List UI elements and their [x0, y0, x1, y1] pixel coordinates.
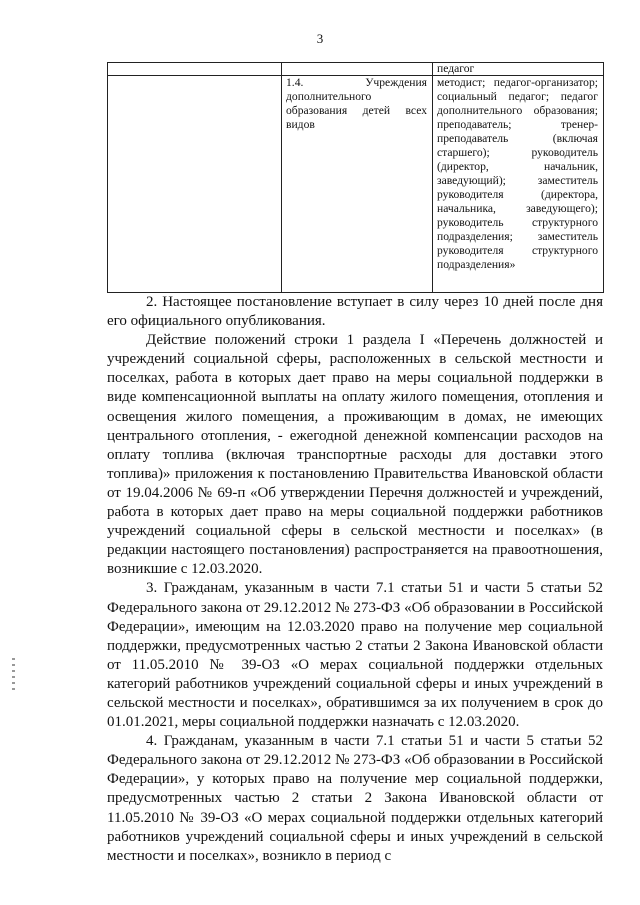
paragraph-4: 4. Гражданам, указанным в части 7.1 статьи 51 и части 5 статьи 52 Федерального закона от 29.12.2012 № 273-ФЗ «Об образовании в Российской Федерации», у которых право на получение мер социальной поддержки, предусмотренных частью 2 статьи 2 Закона Ивановской области от 11.05.2010 № 39-ОЗ «О мерах социальной поддержки отдельных категорий работников учреждений социальной сферы и иных учреждений в сельской местности и поселках», возникло в период с — [107, 733, 603, 864]
table-row-continuation — [108, 63, 604, 76]
paragraph-3: 3. Гражданам, указанным в части 7.1 статьи 51 и части 5 статьи 52 Федерального закона от 29.12.2012 № 273-ФЗ «Об образовании в Российской Федерации», имеющим на 12.03.2020 право на получение мер социальной поддержки, предусмотренных частью 2 статьи 2 Закона Ивановской области от 11.05.2010 № 39-ОЗ «О мерах социальной поддержки отдельных категорий работников учреждений социальной сферы и иных учреждений в сельской местности и поселках», обратившимся за их получением в срок до 01.01.2021, меры социальной поддержки назначать с 12.03.2020. — [107, 580, 603, 731]
positions-table — [107, 62, 604, 293]
scan-margin-marks — [12, 658, 15, 694]
paragraph-2: 2. Настоящее постановление вступает в силу через 10 дней после дня его официального опубликования. — [107, 294, 603, 330]
table-cell-blank — [108, 76, 282, 293]
paragraph-effect: Действие положений строки 1 раздела I «Перечень должностей и учреждений социальной сферы, расположенных в сельской местности и поселках, работа в которых дает право на меры социальной поддержки в виде компенсационной выплаты на оплату жилого помещения, отопления и освещения жилого помещения, а проживающим в домах, не имеющих центрального отопления, - ежегодной денежной компенсации расходов на оплату топлива (включая транспортные расходы для доставки этого топлива)» приложения к постановлению Правительства Ивановской области от 19.04.2006 № 69-п «Об утверждении Перечня должностей и учреждений, работа в которых дает право на меры социальной поддержки работников учреждений социальной сферы в сельской местности и поселках» (в редакции настоящего постановления) распространяется на правоотношения, возникшие с 12.03.2020. — [107, 332, 603, 578]
table-cell-institution — [282, 76, 433, 293]
page-number: 3 — [316, 31, 324, 46]
table-row-institution — [108, 76, 604, 293]
positions-text: методист; педагог-организатор; социальный педагог; педагог дополнительного образования; преподаватель; тренер-преподаватель (включая старшего); руководитель (директор, начальник, заведующий); заместитель руководителя (директора, начальника, заведующего); руководитель структурного подразделения; заместитель руководителя структурного подразделения» — [437, 76, 598, 271]
table-cell-positions — [433, 76, 604, 293]
table-cell-positions-tail — [433, 63, 604, 76]
table-cell-blank — [108, 63, 282, 76]
table-cell-blank — [282, 63, 433, 76]
document-body — [107, 293, 603, 866]
positions-tail-text: педагог — [437, 62, 475, 75]
institution-text: 1.4. Учреждения дополнительного образования детей всех видов — [286, 76, 427, 131]
